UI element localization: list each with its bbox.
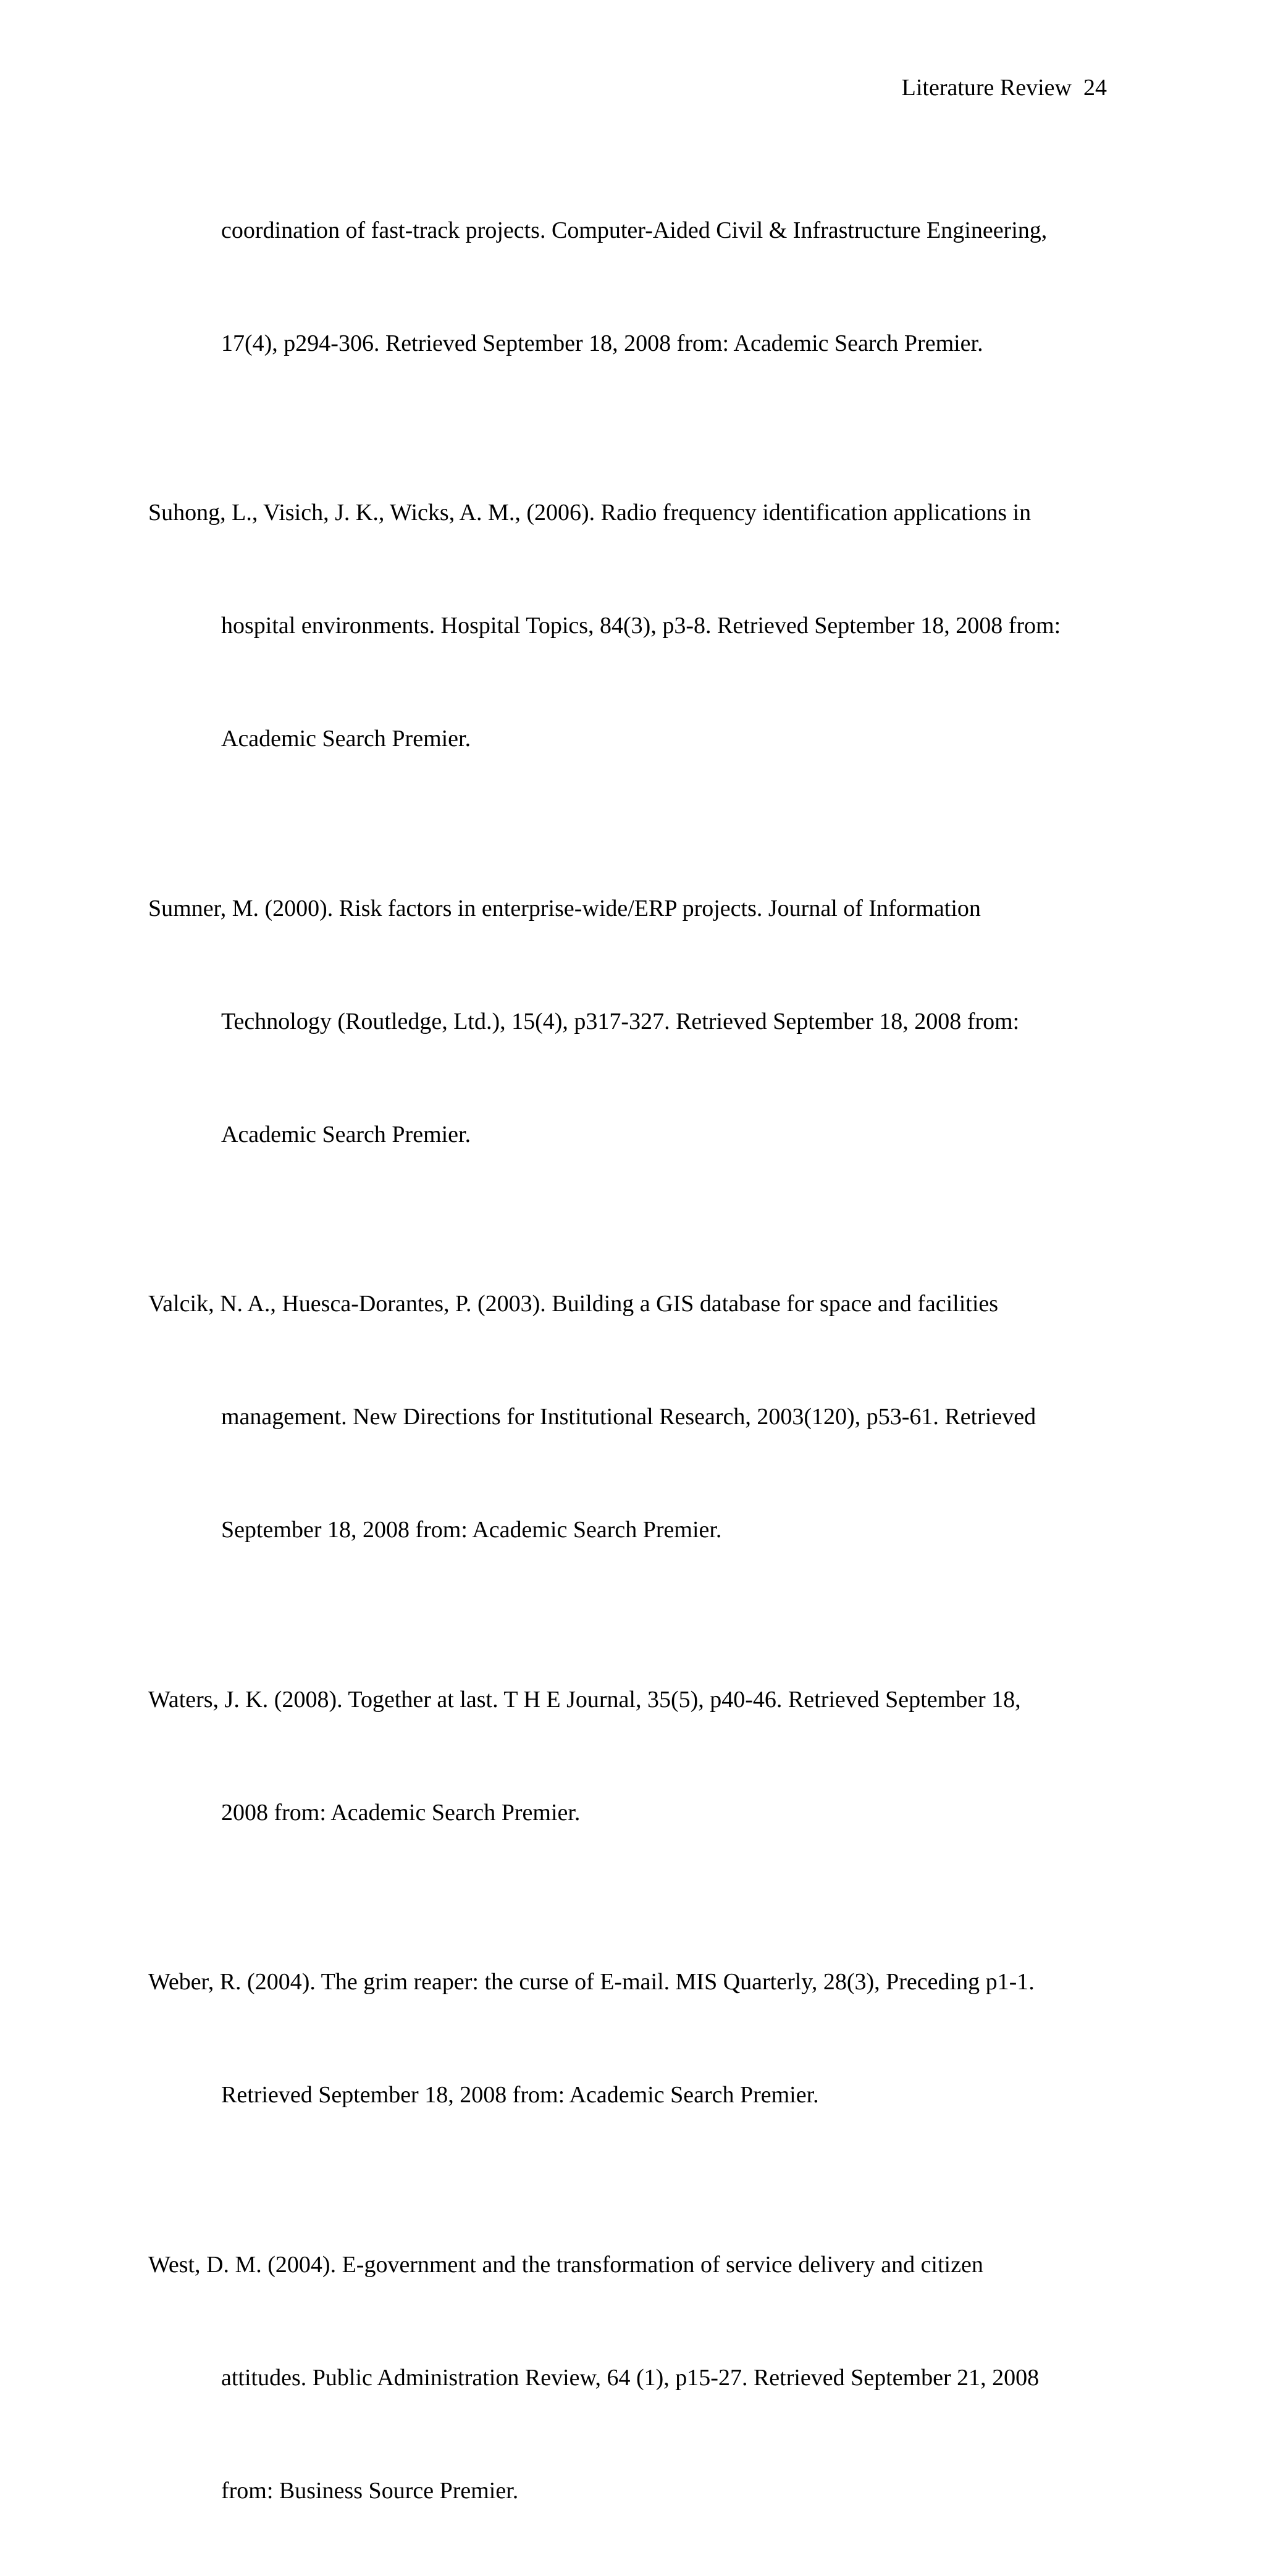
reference-entry [148,2180,1109,2576]
reference-line: Academic Search Premier. [221,726,471,752]
reference-entry [148,1220,1109,1616]
reference-entry [148,146,1109,429]
reference-line: West, D. M. (2004). E-government and the transformation of service delivery and citizen [148,2251,983,2278]
reference-line: 17(4), p294-306. Retrieved September 18, 2008 from: Academic Search Premier. [221,330,983,356]
reference-entry [148,429,1109,824]
reference-line: coordination of fast-track projects. Computer-Aided Civil & Infrastructure Engineering, [221,217,1048,243]
reference-line: management. New Directions for Institutional Research, 2003(120), p53-61. Retrieved [221,1404,1036,1430]
reference-line: Retrieved September 18, 2008 from: Academic Search Premier. [221,2082,819,2108]
reference-line: Weber, R. (2004). The grim reaper: the curse of E-mail. MIS Quarterly, 28(3), Preceding p1-1. [148,1969,1035,1995]
reference-line: from: Business Source Premier. [221,2477,519,2504]
reference-entry [148,1898,1109,2181]
reference-list [148,146,1109,2576]
reference-line: 2008 from: Academic Search Premier. [221,1799,581,1826]
reference-line: attitudes. Public Administration Review, 64 (1), p15-27. Retrieved September 21, 2008 [221,2364,1040,2391]
page-number: 24 [1083,75,1107,101]
reference-line: Valcik, N. A., Huesca-Dorantes, P. (2003). Building a GIS database for space and facilities [148,1291,999,1317]
reference-line: September 18, 2008 from: Academic Search Premier. [221,1517,722,1543]
reference-line: Academic Search Premier. [221,1121,471,1147]
reference-line: hospital environments. Hospital Topics, 84(3), p3-8. Retrieved September 18, 2008 from: [221,613,1061,639]
reference-line: Suhong, L., Visich, J. K., Wicks, A. M., (2006). Radio frequency identification applications in [148,500,1032,526]
running-header [902,73,1107,103]
reference-entry [148,824,1109,1220]
reference-entry [148,1615,1109,1898]
reference-line: Sumner, M. (2000). Risk factors in enterprise-wide/ERP projects. Journal of Information [148,895,981,921]
reference-line: Technology (Routledge, Ltd.), 15(4), p317-327. Retrieved September 18, 2008 from: [221,1008,1020,1034]
running-head-title: Literature Review [901,75,1072,101]
reference-line: Waters, J. K. (2008). Together at last. T H E Journal, 35(5), p40-46. Retrieved September 18, [148,1686,1021,1713]
